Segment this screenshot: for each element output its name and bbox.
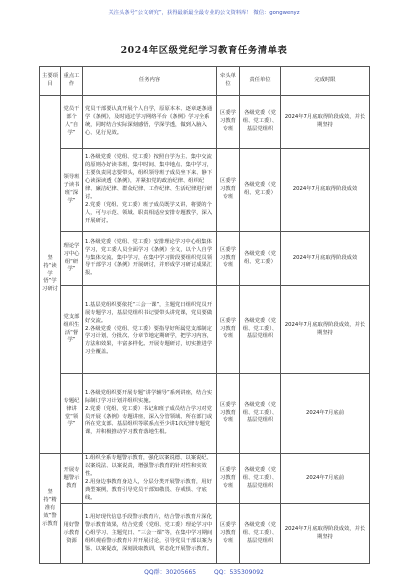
table-row xyxy=(40,504,370,564)
col-header-work: 重点工作 xyxy=(61,67,83,96)
resp-cell: 各级党委（党组、党工委）、基层党组织 xyxy=(240,454,281,504)
work-cell: 专题纪律讲堂“领学” xyxy=(61,374,83,454)
table-row xyxy=(40,454,370,504)
lead-cell: 区委学习教育专班 xyxy=(217,96,240,149)
task-paragraph: 2.各级党委（党组、党工委）要指导好所属党支部制定学习计划，分批次、分章节地定期研学，把学习内容，方法和效果，丰富多样化。开展专题研讨，切实推进学习全覆盖。 xyxy=(85,325,213,356)
task-cell xyxy=(83,232,217,286)
lead-cell: 区委学习教育专班 xyxy=(217,454,240,504)
lead-cell: 区委学习教育专班 xyxy=(217,504,240,564)
task-cell xyxy=(83,374,217,454)
task-table xyxy=(39,66,370,564)
lead-cell: 区委学习教育专班 xyxy=(217,286,240,374)
resp-cell: 各级党委（党组、党工委）、基层党组织 xyxy=(240,96,281,149)
task-paragraph: 1.各级党委（党组、党工委）安排理论学习中心组集体学习，党工委人员全面学习《条例》全文，以个人自学与集体交流、集中学习，在集中学习阶段要组织党员领导干部学习《条例》开展研讨，并形成学习研讨成果汇报。 xyxy=(85,238,213,277)
resp-cell: 各级党委（党组、党工委）、基层党组织 xyxy=(240,286,281,374)
task-paragraph: 1.用好现代信息手段警示教育片，结合警示教育片深化警示教育效果，结合党委（党组、党工委）理论学习中心组学习、主题党日、“三会一课”等，在集中学习期间组织观看警示教育片并开展讨论，引导党员干部以案为鉴、以案促改，深刻汲取教训，常态化开展警示教育。 xyxy=(85,514,213,552)
deadline-cell: 2024年7月底前 xyxy=(281,454,370,504)
deadline-cell: 2024年7月底取得阶段成效，并长期坚持 xyxy=(281,504,370,564)
col-header-resp: 责任单位 xyxy=(240,67,281,96)
deadline-cell: 2024年7月底取得阶段成效 xyxy=(281,149,370,232)
work-cell: 理论学习中心组“研学” xyxy=(61,232,83,286)
promo-line: 关注头条号“公文研究”，获得最新最全最专业的公文资料库！ 微信：gongwenyz xyxy=(108,10,300,16)
col-header-tasks: 任务内容 xyxy=(83,67,217,96)
work-cell: 党支部组织生活“督学” xyxy=(61,286,83,374)
work-cell: 用好警示教育资源 xyxy=(61,504,83,564)
resp-cell: 各级党委（党组、党工委） xyxy=(240,149,281,232)
deadline-cell: 2024年7月底取得阶段成效，并长期坚持 xyxy=(281,286,370,374)
task-cell xyxy=(83,96,217,149)
resp-cell: 各级党委（党组、党工委）、基层党组织 xyxy=(240,504,281,564)
work-cell: 领导班子读书班“深学” xyxy=(61,149,83,232)
lead-cell: 区委学习教育专班 xyxy=(217,232,240,286)
table-row xyxy=(40,96,370,149)
task-paragraph: 2.用身边事教育身边人，分层分类开展警示教育，用好典型案例，教育引导党员干部知敬畏、存戒惧、守底线。 xyxy=(85,478,212,501)
deadline-cell: 2024年7月底取得阶段成效，并长期坚持 xyxy=(281,96,370,149)
task-cell xyxy=(83,149,217,232)
col-header-project: 主要项目 xyxy=(40,67,61,96)
deadline-cell: 2024年7月底取得阶段成效 xyxy=(281,232,370,286)
task-cell xyxy=(83,454,217,504)
deadline-cell: 2024年7月底前 xyxy=(281,374,370,454)
col-header-deadline: 完成时限 xyxy=(281,67,370,96)
table-header-row xyxy=(40,67,370,96)
qq-number-text: QQ：535309092 xyxy=(214,569,264,576)
table-row xyxy=(40,149,370,232)
qq-group-text: QQ群：30205665 xyxy=(144,569,197,576)
resp-cell: 各级党委（党组、党工委）、基层党组织 xyxy=(240,374,281,454)
project-cell: 坚持“精准有效”警示教育 xyxy=(40,454,61,564)
contact-footer xyxy=(0,567,408,576)
task-paragraph: 党员干部要认真开展个人自学，原原本本、逐章逐条通学《条例》，及时通过学习网络平台《条例》学习全系统，同时结合实际深刻感悟，学深学透，做到入脑入心、见行见效。 xyxy=(85,106,213,136)
col-header-lead: 牵头单位 xyxy=(217,67,240,96)
work-cell: 开展专题警示教育 xyxy=(61,454,83,504)
task-paragraph: 1.各级党委（党组、党工委）按照自学为主、集中交流的原则办好读书班，集中时间、集中地点、集中学习，主要负责同志要带头，组织领导班子成员坐下来、静下心读深读透《条例》，并紧扣党的政治纪律、组织纪律、廉洁纪律、群众纪律、工作纪律、生活纪律进行研讨。 xyxy=(85,154,213,200)
work-cell: 党员干部个人“自学” xyxy=(61,96,83,149)
resp-cell: 各级党委（党组、党工委） xyxy=(240,232,281,286)
lead-cell: 区委学习教育专班 xyxy=(217,149,240,232)
task-paragraph: 1.组织全系专题警示教育，强化以案说德、以案说纪、以案说法、以案说责，增强警示教育的针对性和实效性。 xyxy=(85,455,212,477)
table-row xyxy=(40,374,370,454)
task-paragraph: 1.各级党组织要开展专题“讲学辅导”系列讲座，结合实际制订学习计划并组织实施。 xyxy=(85,389,213,404)
table-row xyxy=(40,286,370,374)
task-cell xyxy=(83,286,217,374)
promo-header xyxy=(0,10,408,17)
task-cell xyxy=(83,504,217,564)
project-cell: 坚持“读学悟”学习研讨 xyxy=(40,96,61,454)
lead-cell: 区委学习教育专班 xyxy=(217,374,240,454)
document-title: 2024年区级党纪学习教育任务清单表 xyxy=(120,45,288,56)
task-paragraph: 1.基层党组织要依托“三会一课”，主题党日组织党员开展专题学习，基层党组织书记要带头讲党课，党员要做好交流。 xyxy=(85,301,213,324)
table-row xyxy=(40,232,370,286)
task-paragraph: 2.党委（党组、党工委）班子成员既学又讲，将要的个人，可与示范、领域、职责相适应安排专题教学，深入开展研讨。 xyxy=(85,201,213,224)
task-paragraph: 2.党委（党组、党工委）书记和班子成员结合学习对党员开展《条例》专题讲座，深入分管领域、所在部门或所在党支部、基层组织等联系点至少讲1次纪律专题党课，并积极推动学习教育落地生根。 xyxy=(85,405,213,436)
